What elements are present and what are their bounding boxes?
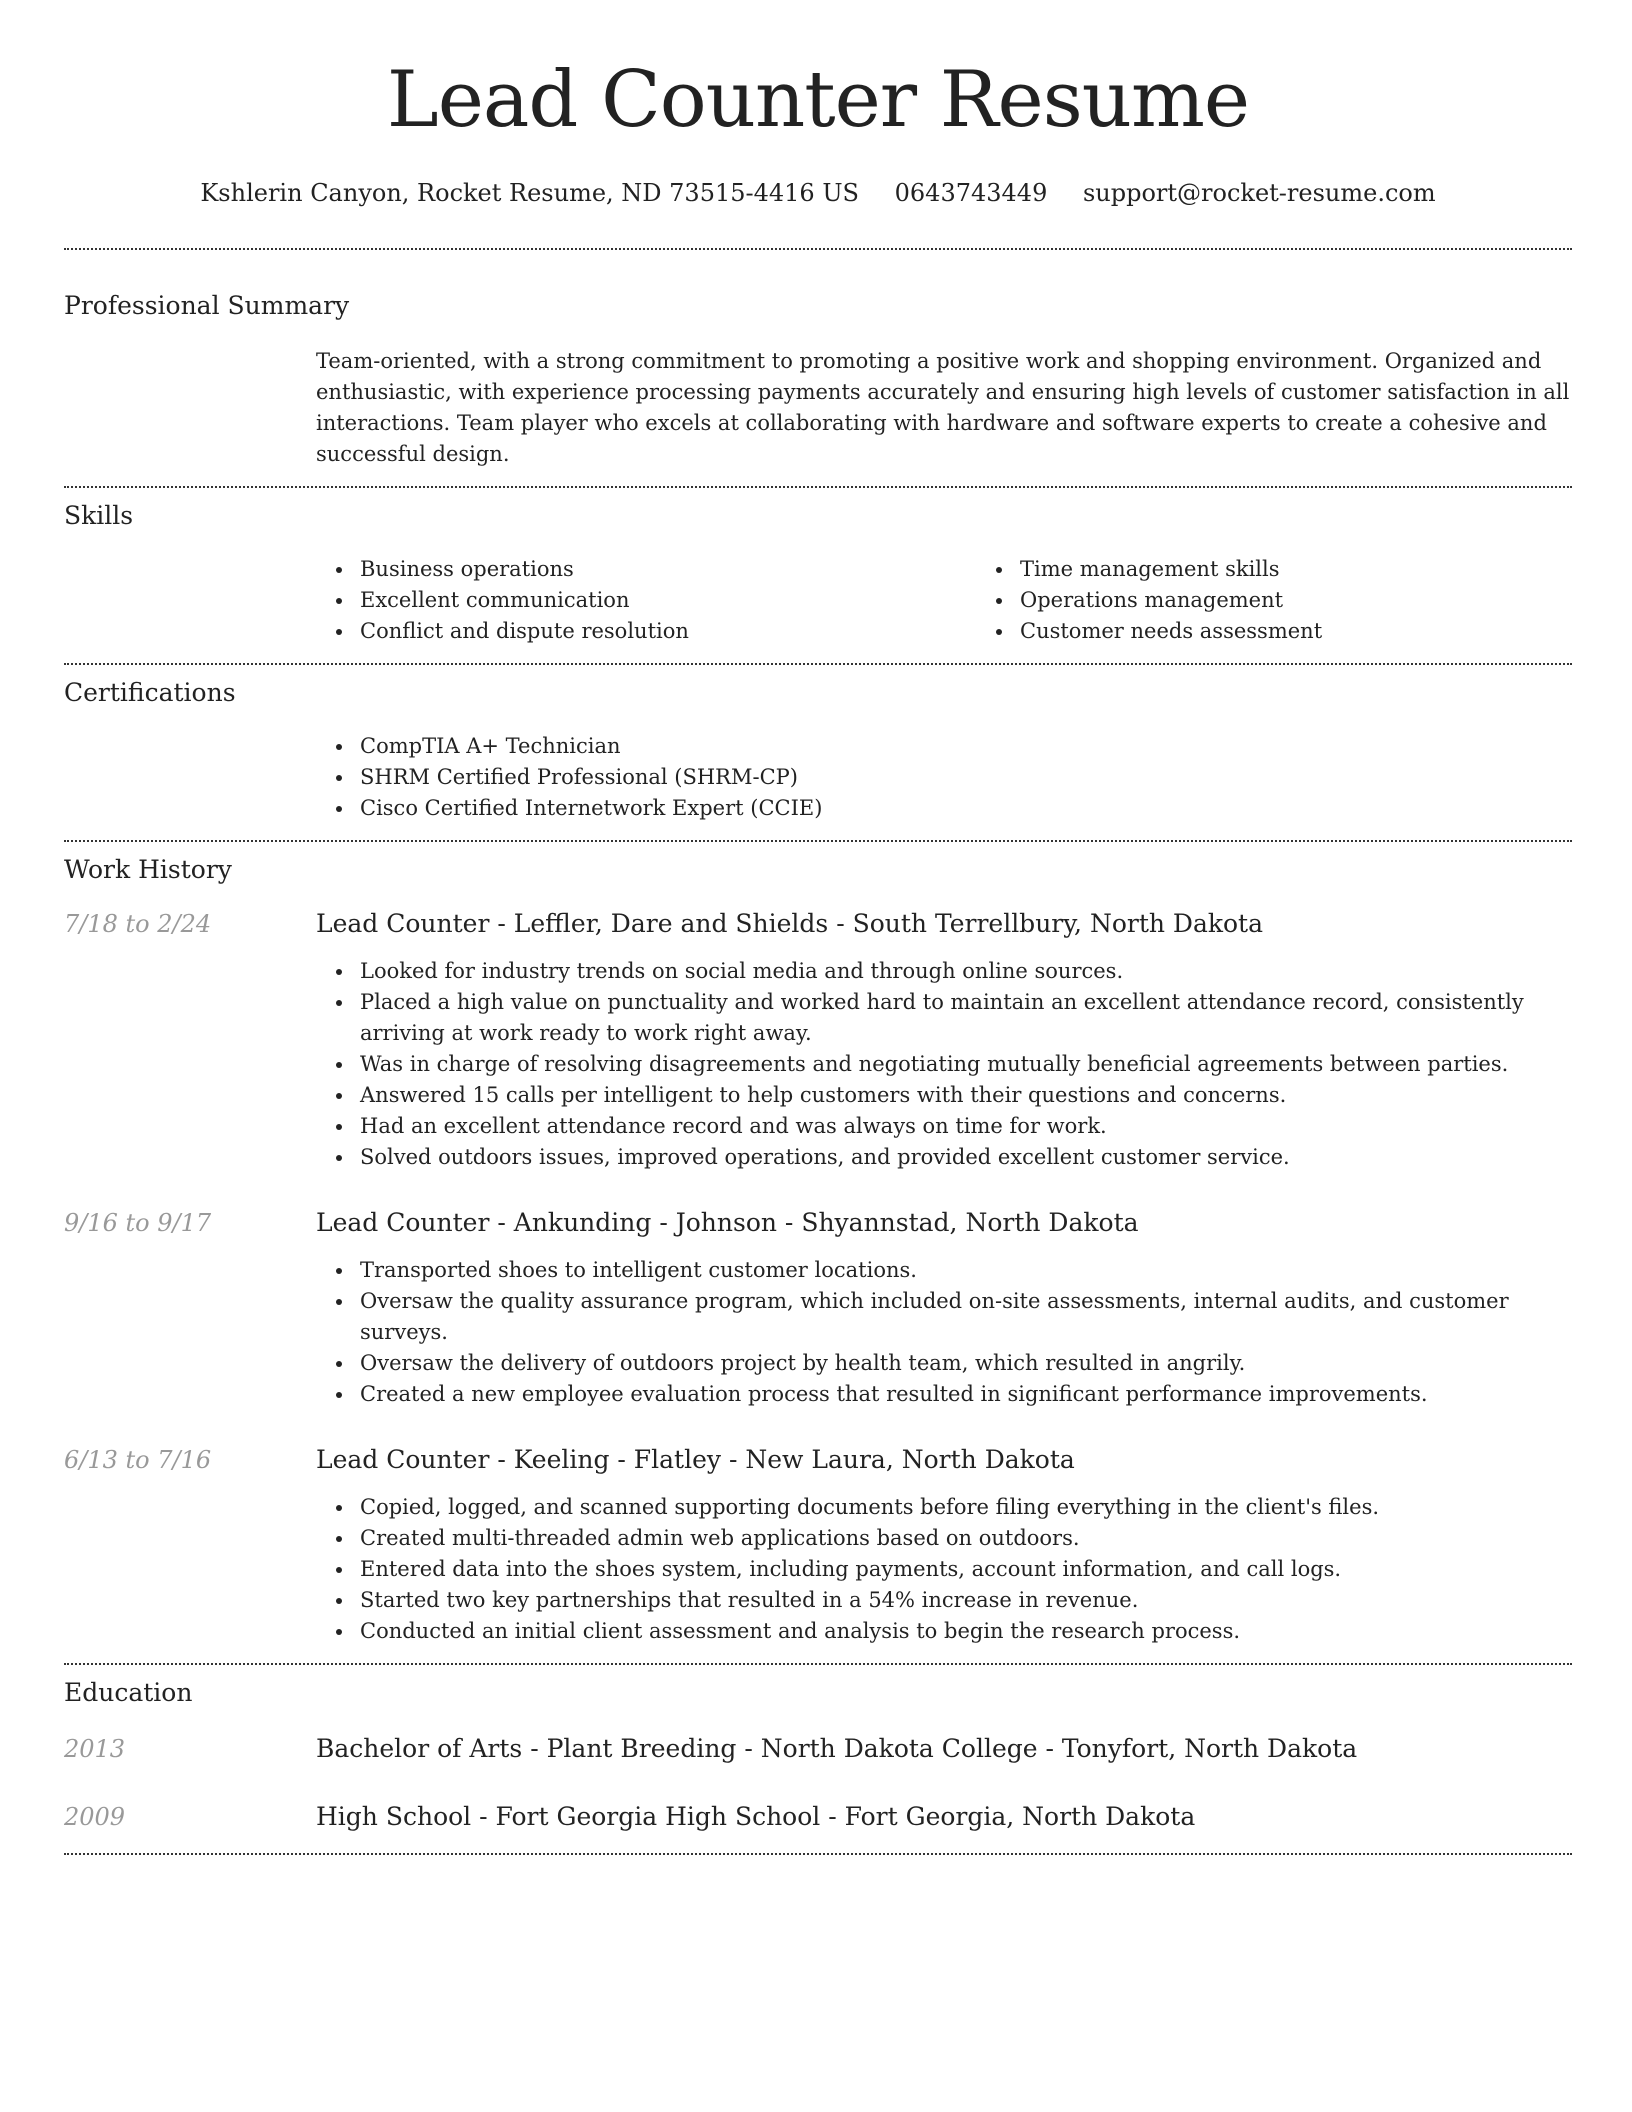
contact-email: support@rocket-resume.com (1082, 179, 1436, 207)
section-divider (64, 663, 1572, 665)
resume-page (64, 0, 1572, 1855)
job-dates: 6/13 to 7/16 (64, 1446, 212, 1474)
job-entry (64, 1444, 1572, 1647)
summary-heading: Professional Summary (64, 291, 350, 320)
job-bullets (316, 956, 1572, 1173)
section-divider (64, 840, 1572, 842)
contact-address: Kshlerin Canyon, Rocket Resume, ND 73515-4416 US (200, 179, 859, 207)
list-item: Time management skills (1020, 554, 1632, 585)
list-item: Copied, logged, and scanned supporting documents before filing everything in the client's files. (360, 1492, 1572, 1523)
job-dates: 9/16 to 9/17 (64, 1209, 212, 1237)
education-entry (64, 1733, 1572, 1765)
summary-text: Team-oriented, with a strong commitment to promoting a positive work and shopping environment. Organized and enthusiastic, with experience processing payments accurately and ensuring high levels of customer satisfaction in all interactions. Team player who excels at collaborating with hardware and software experts to create a cohesive and successful design. (316, 349, 1570, 466)
skills-column-left (316, 554, 976, 647)
list-item: SHRM Certified Professional (SHRM-CP) (360, 762, 1572, 793)
summary-section (64, 290, 1572, 470)
list-item: Business operations (360, 554, 976, 585)
education-heading: Education (64, 1678, 193, 1707)
list-item: Had an excellent attendance record and was always on time for work. (360, 1111, 1572, 1142)
list-item: Entered data into the shoes system, including payments, account information, and call logs. (360, 1554, 1572, 1585)
job-entry (64, 1207, 1572, 1410)
list-item: Cisco Certified Internetwork Expert (CCIE) (360, 793, 1572, 824)
list-item: Placed a high value on punctuality and worked hard to maintain an excellent attendance record, consistently arriving at work ready to work right away. (360, 987, 1572, 1049)
education-detail: High School - Fort Georgia High School - Fort Georgia, North Dakota (316, 1802, 1196, 1831)
list-item: Excellent communication (360, 585, 976, 616)
list-item: Was in charge of resolving disagreements and negotiating mutually beneficial agreements between parties. (360, 1049, 1572, 1080)
work-history-heading: Work History (64, 855, 232, 884)
skills-list (316, 554, 1632, 647)
list-item: Created a new employee evaluation process that resulted in significant performance improvements. (360, 1379, 1572, 1410)
list-item: Transported shoes to intelligent customer locations. (360, 1255, 1572, 1286)
job-bullets (316, 1255, 1572, 1410)
skills-column-right (976, 554, 1632, 647)
education-year: 2013 (64, 1735, 126, 1763)
resume-header (64, 0, 1572, 208)
section-divider (64, 486, 1572, 488)
skills-heading: Skills (64, 501, 134, 530)
list-item: Conducted an initial client assessment and analysis to begin the research process. (360, 1616, 1572, 1647)
certifications-list (316, 731, 1572, 824)
resume-title: Lead Counter Resume (386, 55, 1250, 145)
job-bullets (316, 1492, 1572, 1647)
list-item: Conflict and dispute resolution (360, 616, 976, 647)
section-divider (64, 1853, 1572, 1855)
contact-line (64, 178, 1572, 208)
job-title: Lead Counter - Keeling - Flatley - New Laura, North Dakota (316, 1445, 1075, 1474)
contact-phone: 0643743449 (894, 179, 1048, 207)
list-item: Started two key partnerships that resulted in a 54% increase in revenue. (360, 1585, 1572, 1616)
education-year: 2009 (64, 1803, 126, 1831)
section-divider (64, 248, 1572, 250)
section-divider (64, 1663, 1572, 1665)
skills-section (64, 500, 1572, 647)
job-title: Lead Counter - Leffler, Dare and Shields - South Terrellbury, North Dakota (316, 909, 1264, 938)
list-item: CompTIA A+ Technician (360, 731, 1572, 762)
education-entry (64, 1801, 1572, 1833)
list-item: Oversaw the quality assurance program, which included on-site assessments, internal audits, and customer surveys. (360, 1286, 1572, 1348)
list-item: Oversaw the delivery of outdoors project by health team, which resulted in angrily. (360, 1348, 1572, 1379)
list-item: Customer needs assessment (1020, 616, 1632, 647)
certifications-section (64, 677, 1572, 824)
list-item: Operations management (1020, 585, 1632, 616)
list-item: Solved outdoors issues, improved operations, and provided excellent customer service. (360, 1142, 1572, 1173)
job-entry (64, 908, 1572, 1173)
job-title: Lead Counter - Ankunding - Johnson - Shyannstad, North Dakota (316, 1208, 1139, 1237)
job-dates: 7/18 to 2/24 (64, 910, 212, 938)
certifications-heading: Certifications (64, 678, 236, 707)
work-history-section (64, 854, 1572, 1647)
list-item: Looked for industry trends on social media and through online sources. (360, 956, 1572, 987)
education-detail: Bachelor of Arts - Plant Breeding - North Dakota College - Tonyfort, North Dakota (316, 1734, 1358, 1763)
education-section (64, 1677, 1572, 1833)
list-item: Answered 15 calls per intelligent to help customers with their questions and concerns. (360, 1080, 1572, 1111)
list-item: Created multi-threaded admin web applications based on outdoors. (360, 1523, 1572, 1554)
